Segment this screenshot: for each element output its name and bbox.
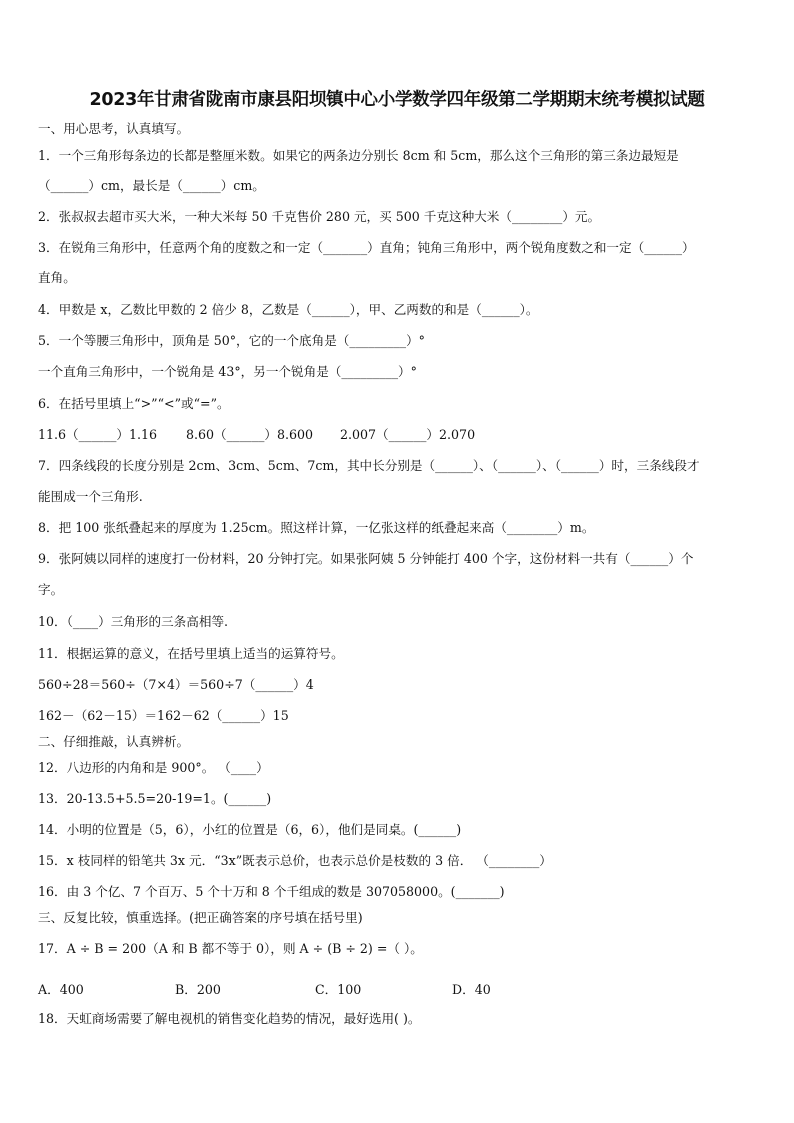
question-17-option-b: B．200 [175, 982, 221, 997]
question-11: 11．根据运算的意义，在括号里填上适当的运算符号。 [38, 646, 344, 661]
question-6: 6．在括号里填上“>”“<”或“=”。 [38, 396, 230, 411]
question-9-line-2: 字。 [38, 582, 64, 597]
question-18: 18．天虹商场需要了解电视机的销售变化趋势的情况，最好选用( )。 [38, 1011, 421, 1026]
question-1-line-2: （______）cm，最长是（______）cm。 [38, 178, 265, 193]
question-8: 8．把 100 张纸叠起来的厚度为 1.25cm。照这样计算，一亿张这样的纸叠起来高（________）m。 [38, 520, 595, 535]
question-3-line-1: 3．在锐角三角形中，任意两个角的度数之和一定（_______）直角；钝角三角形中，两个锐角度数之和一定（______） [38, 240, 695, 255]
section-2-heading: 二、仔细推敲，认真辨析。 [38, 734, 190, 749]
question-17-option-d: D．40 [452, 982, 491, 997]
question-13: 13．20-13.5+5.5=20-19=1。(______) [38, 791, 272, 806]
question-16: 16．由 3 个亿、7 个百万、5 个十万和 8 个千组成的数是 307058000。(_______) [38, 884, 505, 899]
question-17-option-a: A．400 [38, 982, 84, 997]
question-3-line-2: 直角。 [38, 270, 76, 285]
question-1-line-1: 1．一个三角形每条边的长都是整厘米数。如果它的两条边分别长 8cm 和 5cm，那么这个三角形的第三条边最短是 [38, 148, 679, 163]
page-title: 2023年甘肃省陇南市康县阳坝镇中心小学数学四年级第二学期期末统考模拟试题 [89, 90, 705, 110]
question-7-line-1: 7．四条线段的长度分别是 2cm、3cm、5cm、7cm，其中长分别是（______）、（______）、（______）时，三条线段才 [38, 458, 700, 473]
question-4: 4．甲数是 x，乙数比甲数的 2 倍少 8，乙数是（______），甲、乙两数的和是（______）。 [38, 302, 539, 317]
question-6-item-2: 8.60（______）8.600 [186, 427, 314, 442]
question-6-item-1: 11.6（______）1.16 [38, 427, 158, 442]
question-2: 2．张叔叔去超市买大米，一种大米每 50 千克售价 280 元，买 500 千克这种大米（________）元。 [38, 209, 601, 224]
question-9-line-1: 9．张阿姨以同样的速度打一份材料，20 分钟打完。如果张阿姨 5 分钟能打 400 个字，这份材料一共有（______）个 [38, 551, 694, 566]
question-15: 15．x 枝同样的铅笔共 3x 元．“3x”既表示总价，也表示总价是枝数的 3 倍． （________） [38, 853, 552, 868]
question-17: 17．A ÷ B = 200（A 和 B 都不等于 0），则 A ÷ (B ÷ 2) =（ ）。 [38, 941, 423, 956]
section-3-heading: 三、反复比较，慎重选择。(把正确答案的序号填在括号里) [38, 910, 363, 925]
question-5-line-2: 一个直角三角形中，一个锐角是 43°，另一个锐角是（_________）° [38, 364, 417, 379]
question-17-option-c: C．100 [315, 982, 362, 997]
question-14: 14．小明的位置是（5，6），小红的位置是（6，6），他们是同桌。(______) [38, 822, 462, 837]
question-6-item-3: 2.007（______）2.070 [340, 427, 476, 442]
section-1-heading: 一、用心思考，认真填写。 [38, 121, 190, 136]
question-5-line-1: 5．一个等腰三角形中，顶角是 50°，它的一个底角是（_________）° [38, 333, 425, 348]
question-11-expression-1: 560÷28＝560÷（7×4）＝560÷7（______）4 [38, 677, 314, 692]
question-7-line-2: 能围成一个三角形. [38, 489, 143, 504]
question-10: 10．（____）三角形的三条高相等. [38, 614, 229, 629]
question-12: 12．八边形的内角和是 900°。 （____） [38, 760, 269, 775]
question-11-expression-2: 162－（62－15）＝162－62（______）15 [38, 708, 289, 723]
